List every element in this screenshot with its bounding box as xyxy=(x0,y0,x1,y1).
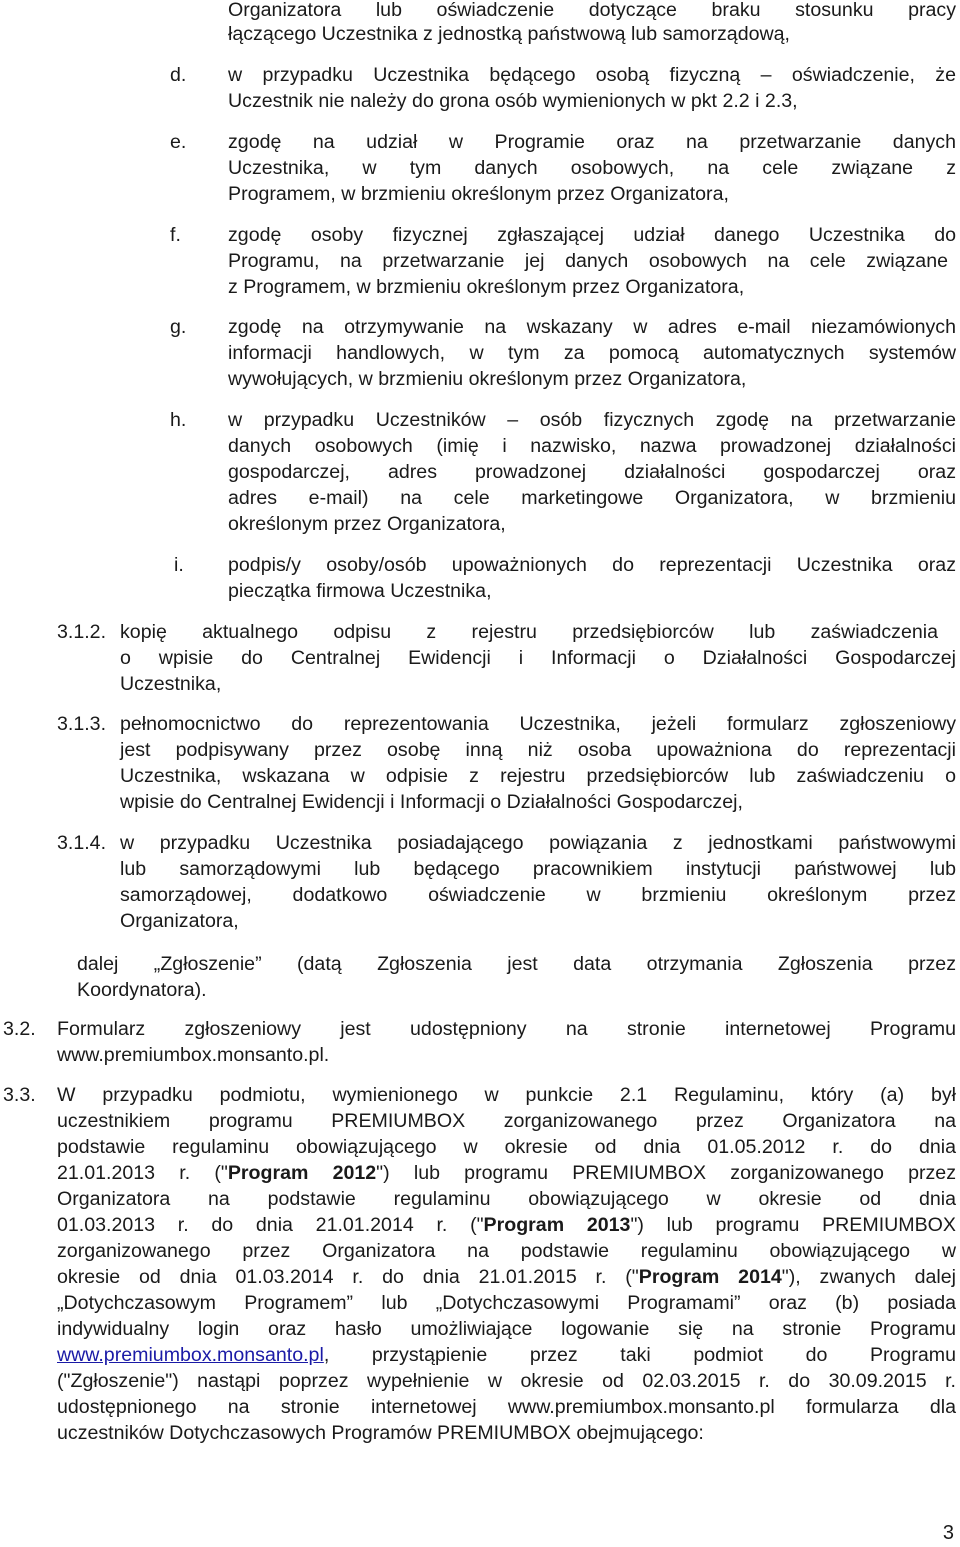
section-3-1-2-line-1: kopię aktualnego odpisu z rejestru przedsiębiorców lub zaświadczenia xyxy=(120,621,938,643)
section-3-3-line-10: indywidualny login oraz hasło umożliwiające logowanie się na stronie Programu xyxy=(57,1318,956,1340)
list-item-h-line-1: w przypadku Uczestników – osób fizycznych zgodę na przetwarzanie xyxy=(228,409,956,431)
list-item-c-line-1: Organizatora lub oświadczenie dotyczące braku stosunku pracy xyxy=(228,0,956,21)
section-3-3-line-9: „Dotychczasowym Programem” lub „Dotychczasowymi Programami” oraz (b) posiada xyxy=(57,1292,956,1314)
section-3-1-4-line-1: w przypadku Uczestnika posiadającego powiązania z jednostkami państwowymi xyxy=(120,832,956,854)
program-2013-term: Program 2013 xyxy=(483,1214,631,1236)
list-item-e-line-3: Programem, w brzmieniu określonym przez Organizatora, xyxy=(228,183,729,205)
section-3-2-line-2: www.premiumbox.monsanto.pl. xyxy=(57,1044,330,1066)
list-item-h-line-2: danych osobowych (imię i nazwisko, nazwa prowadzonej działalności xyxy=(228,435,956,457)
section-3-1-3-line-1: pełnomocnictwo do reprezentowania Uczestnika, jeżeli formularz zgłoszeniowy xyxy=(120,713,956,735)
closing-line-2: Koordynatora). xyxy=(77,979,207,1001)
section-marker-3-1-3: 3.1.3. xyxy=(57,713,107,735)
section-3-3-line-13: udostępnionego na stronie internetowej www.premiumbox.monsanto.pl formularza dla xyxy=(57,1396,956,1418)
section-3-1-3-line-2: jest podpisywany przez osobę inną niż osoba upoważniona do reprezentacji xyxy=(120,739,956,761)
section-3-1-3-line-3: Uczestnika, wskazana w odpisie z rejestru przedsiębiorców lub zaświadczeniu o xyxy=(120,765,956,787)
section-marker-3-1-4: 3.1.4. xyxy=(57,832,107,854)
list-item-g-line-1: zgodę na otrzymywanie na wskazany w adres e-mail niezamówionych xyxy=(228,316,956,338)
section-3-3-line-3: podstawie regulaminu obowiązującego w okresie od dnia 01.05.2012 r. do dnia xyxy=(57,1136,956,1158)
section-3-1-4-line-4: Organizatora, xyxy=(120,910,239,932)
closing-line-1: dalej „Zgłoszenie” (datą Zgłoszenia jest data otrzymania Zgłoszenia przez xyxy=(77,953,956,975)
list-item-h-line-3: gospodarczej, adres prowadzonej działalności gospodarczej oraz xyxy=(228,461,956,483)
program-2014-term: Program 2014 xyxy=(638,1266,782,1288)
list-item-c-line-2: łączącego Uczestnika z jednostką państwową lub samorządową, xyxy=(228,23,790,45)
section-3-3-line-2: uczestnikiem programu PREMIUMBOX zorganizowanego przez Organizatora na xyxy=(57,1110,956,1132)
list-item-f-line-2: Programu, na przetwarzanie jej danych osobowych na cele związane xyxy=(228,250,948,272)
section-marker-3-2: 3.2. xyxy=(3,1018,36,1040)
section-3-3-line-8: okresie od dnia 01.03.2014 r. do dnia 21.01.2015 r. ("Program 2014"), zwanych dalej xyxy=(57,1266,957,1288)
list-item-g-line-3: wywołujących, w brzmieniu określonym przez Organizatora, xyxy=(228,368,747,390)
section-3-3-line-1: W przypadku podmiotu, wymienionego w punkcie 2.1 Regulaminu, który (a) był xyxy=(57,1084,956,1106)
list-marker-h: h. xyxy=(170,409,187,431)
list-item-g-line-2: informacji handlowych, w tym za pomocą automatycznych systemów xyxy=(228,342,956,364)
list-item-i-line-2: pieczątka firmowa Uczestnika, xyxy=(228,580,492,602)
section-3-1-2-line-2: o wpisie do Centralnej Ewidencji i Informacji o Działalności Gospodarczej xyxy=(120,647,956,669)
section-3-3-line-4: 21.01.2013 r. ("Program 2012") lub programu PREMIUMBOX zorganizowanego przez xyxy=(57,1162,956,1184)
page-number: 3 xyxy=(942,1522,954,1544)
section-3-3-line-7: zorganizowanego przez Organizatora na podstawie regulaminu obowiązującego w xyxy=(57,1240,956,1262)
premiumbox-link[interactable]: www.premiumbox.monsanto.pl xyxy=(57,1344,324,1366)
list-marker-g: g. xyxy=(170,316,187,338)
section-3-3-line-5: Organizatora na podstawie regulaminu obowiązującego w okresie od dnia xyxy=(57,1188,956,1210)
list-item-d-line-1: w przypadku Uczestnika będącego osobą fizyczną – oświadczenie, że xyxy=(228,64,956,86)
section-3-3-line-6: 01.03.2013 r. do dnia 21.01.2014 r. ("Program 2013") lub programu PREMIUMBOX xyxy=(57,1214,956,1236)
list-item-e-line-1: zgodę na udział w Programie oraz na przetwarzanie danych xyxy=(228,131,956,153)
section-3-1-4-line-3: samorządowej, dodatkowo oświadczenie w brzmieniu określonym przez xyxy=(120,884,956,906)
list-item-h-line-5: określonym przez Organizatora, xyxy=(228,513,506,535)
section-3-3-line-11: www.premiumbox.monsanto.pl, przystąpienie przez taki podmiot do Programu xyxy=(57,1344,956,1366)
section-marker-3-1-2: 3.1.2. xyxy=(57,621,107,643)
list-item-d-line-2: Uczestnik nie należy do grona osób wymienionych w pkt 2.2 i 2.3, xyxy=(228,90,798,112)
list-item-e-line-2: Uczestnika, w tym danych osobowych, na cele związane z xyxy=(228,157,956,179)
list-marker-f: f. xyxy=(170,224,181,246)
section-3-3-line-12: ("Zgłoszenie") nastąpi poprzez wypełnienie w okresie od 02.03.2015 r. do 30.09.2015 r. xyxy=(57,1370,956,1392)
section-3-3-line-14: uczestników Dotychczasowych Programów PREMIUMBOX obejmującego: xyxy=(57,1422,704,1444)
section-3-1-2-line-3: Uczestnika, xyxy=(120,673,222,695)
section-3-1-3-line-4: wpisie do Centralnej Ewidencji i Informacji o Działalności Gospodarczej, xyxy=(120,791,743,813)
list-marker-i: i. xyxy=(174,554,184,576)
list-item-f-line-1: zgodę osoby fizycznej zgłaszającej udział danego Uczestnika do xyxy=(228,224,956,246)
section-3-2-line-1: Formularz zgłoszeniowy jest udostępniony na stronie internetowej Programu xyxy=(57,1018,956,1040)
list-item-f-line-3: z Programem, w brzmieniu określonym przez Organizatora, xyxy=(228,276,745,298)
section-marker-3-3: 3.3. xyxy=(3,1084,36,1106)
program-2012-term: Program 2012 xyxy=(227,1162,377,1184)
list-marker-e: e. xyxy=(170,131,187,153)
list-item-h-line-4: adres e-mail) na cele marketingowe Organizatora, w brzmieniu xyxy=(228,487,956,509)
list-item-i-line-1: podpis/y osoby/osób upoważnionych do reprezentacji Uczestnika oraz xyxy=(228,554,956,576)
section-3-1-4-line-2: lub samorządowymi lub będącego pracownikiem instytucji państwowej lub xyxy=(120,858,956,880)
list-marker-d: d. xyxy=(170,64,187,86)
